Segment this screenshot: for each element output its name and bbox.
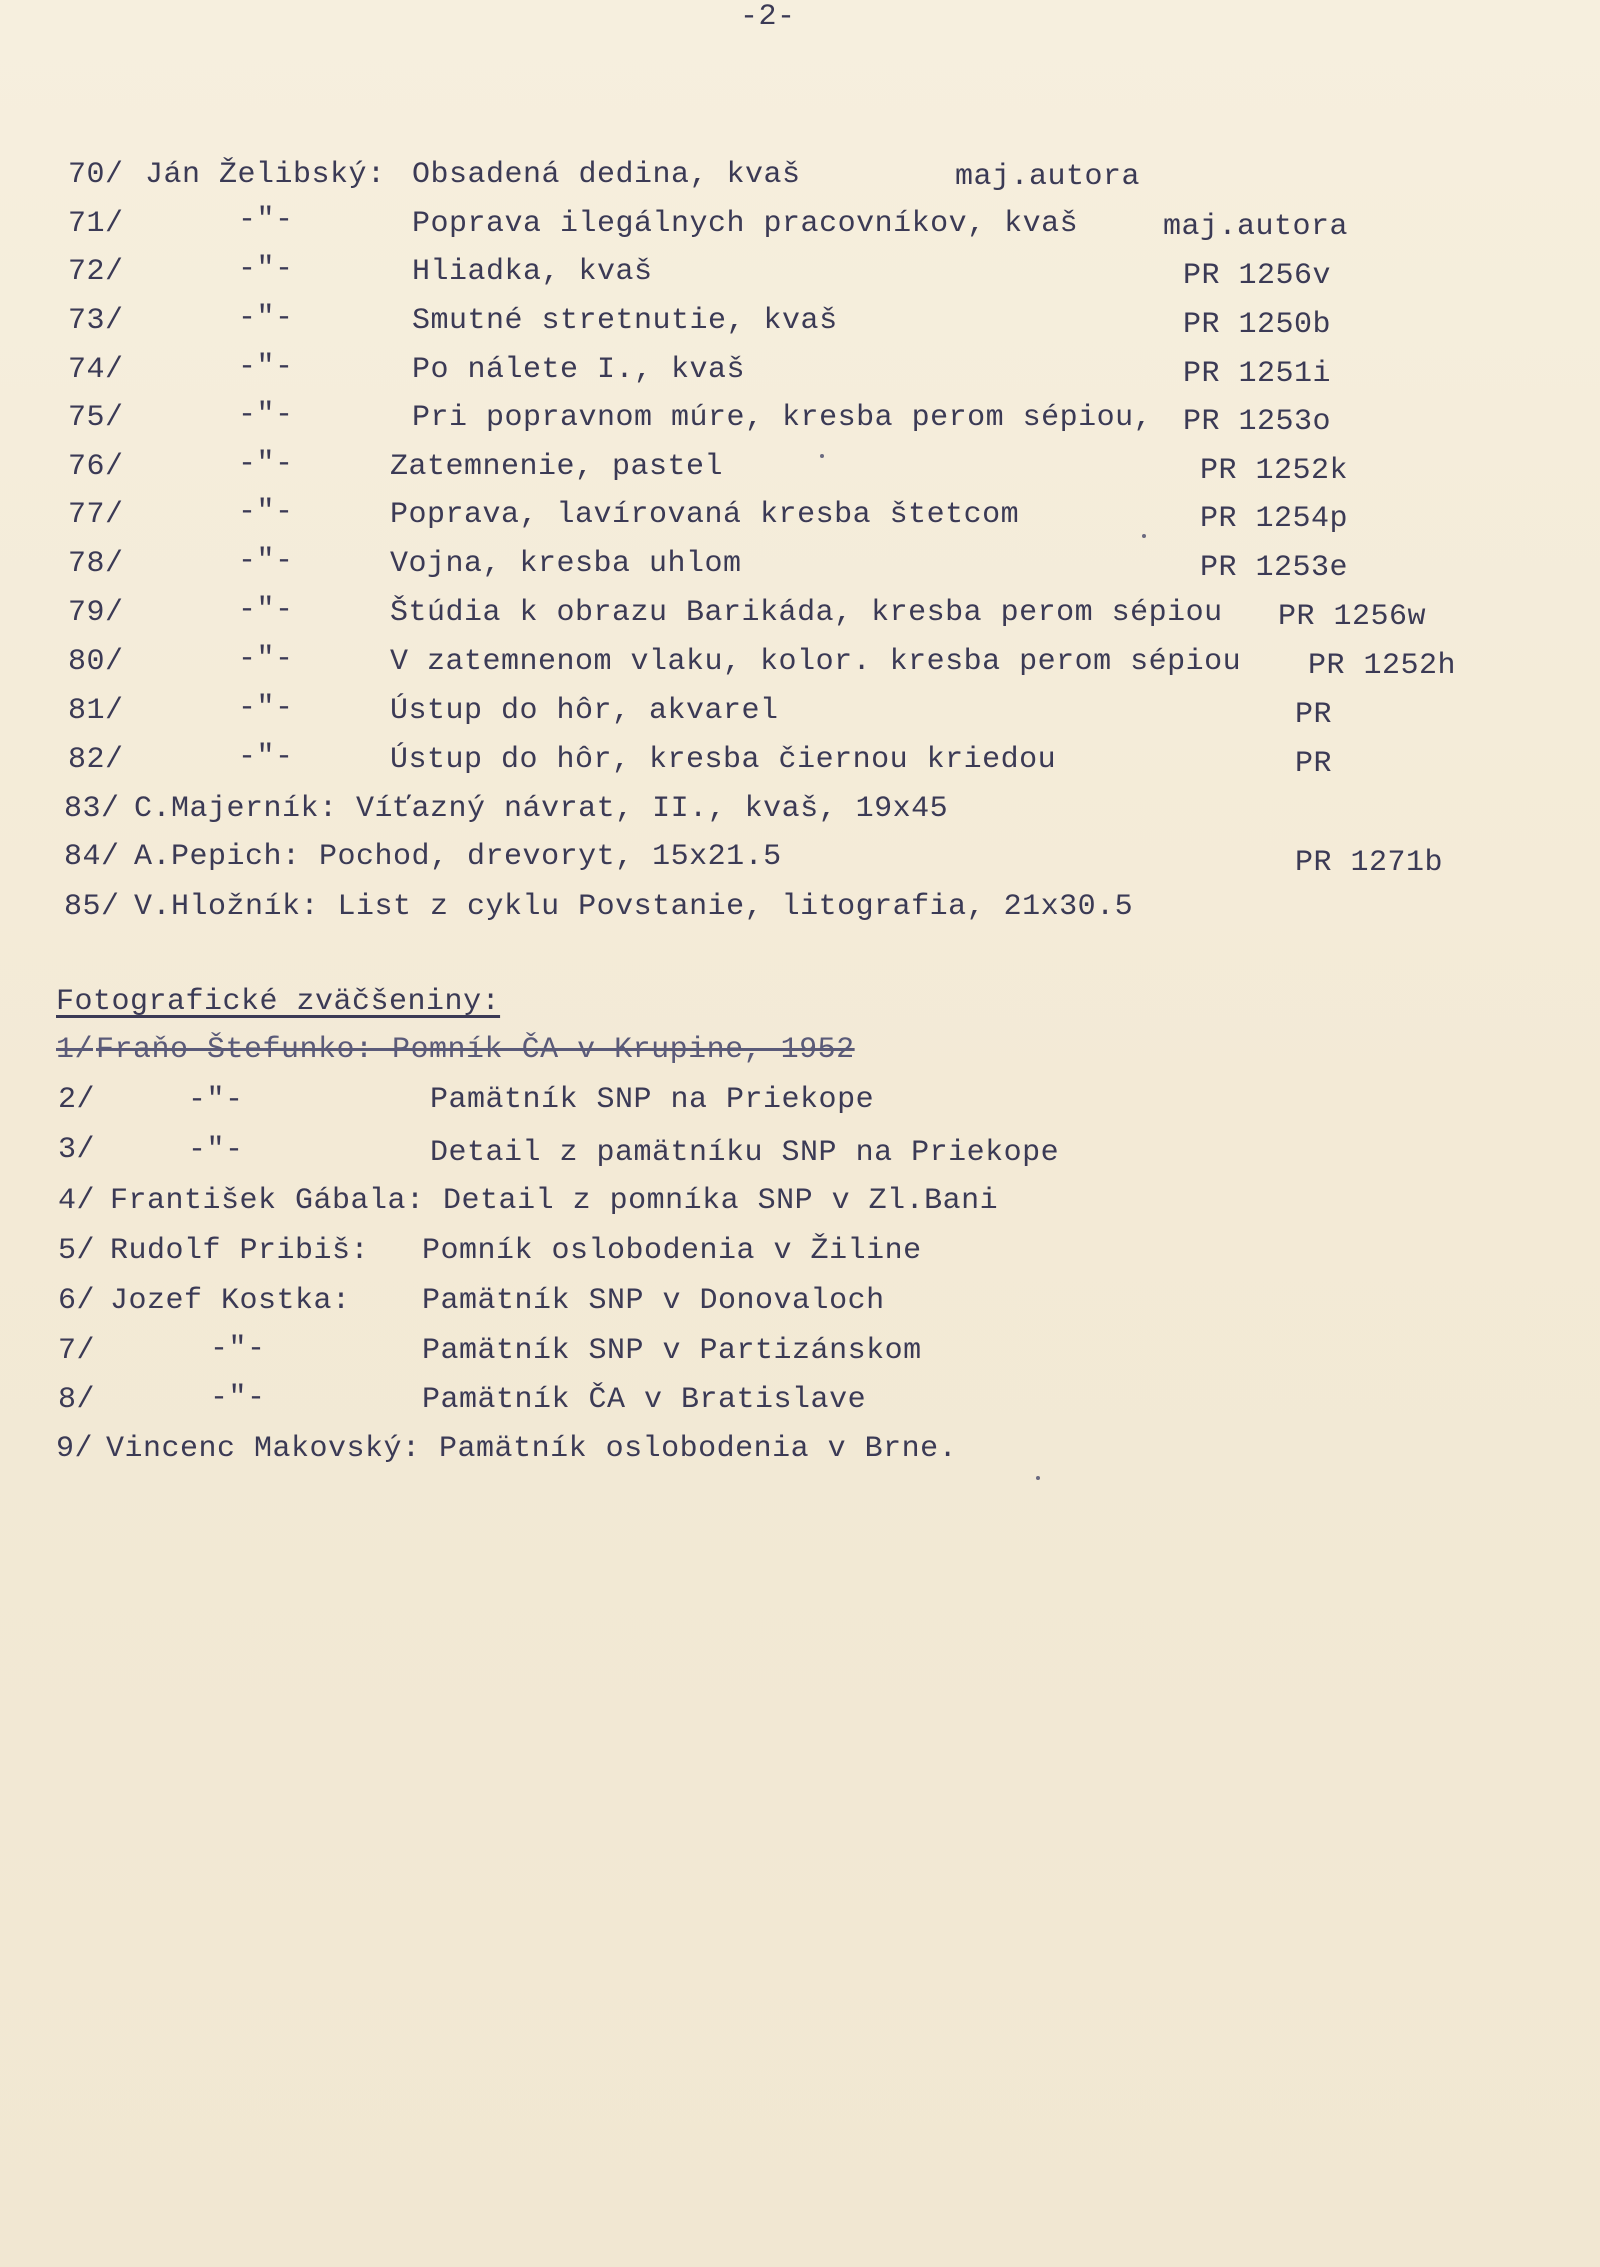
list-item-title: Poprava ilegálnych pracovníkov, kvaš [412, 207, 1079, 241]
photo-item-author: -"- [210, 1332, 266, 1366]
photo-item-author: -"- [188, 1133, 244, 1167]
photo-item-text: František Gábala: Detail z pomníka SNP v Zl.Bani [110, 1184, 999, 1218]
photo-item-text-struck: Fraňo Štefunko: Pomník ČA v Krupine, 1952 [96, 1033, 855, 1067]
list-item-author: -"- [238, 691, 294, 725]
ink-dot [1036, 1476, 1040, 1480]
list-item-title: Ústup do hôr, akvarel [390, 694, 779, 728]
list-item-author: -"- [238, 740, 294, 774]
photo-item-title: Pomník oslobodenia v Žiline [422, 1234, 922, 1268]
list-item-author: -"- [238, 252, 294, 286]
photo-item-number: 3/ [58, 1133, 96, 1167]
photo-item-text: Vincenc Makovský: Pamätník oslobodenia v Brne. [106, 1432, 958, 1466]
list-item-number: 71/ [68, 207, 124, 241]
list-item-title: Hliadka, kvaš [412, 255, 653, 289]
list-item-number: 84/ [64, 840, 120, 874]
photo-item-title: Pamätník SNP v Partizánskom [422, 1334, 922, 1368]
photo-item-number: 2/ [58, 1083, 96, 1117]
list-item-note: PR 1254p [1200, 502, 1349, 536]
list-item-text: V.Hložník: List z cyklu Povstanie, litografia, 21x30.5 [134, 890, 1134, 924]
list-item-note: PR 1252h [1308, 649, 1457, 683]
list-item-author: -"- [238, 350, 294, 384]
list-item-note: PR 1271b [1295, 846, 1444, 880]
list-item-title: Vojna, kresba uhlom [390, 547, 742, 581]
list-item-author: -"- [238, 544, 294, 578]
list-item-author: -"- [238, 593, 294, 627]
list-item-note: PR 1253e [1200, 551, 1349, 585]
list-item-author: -"- [238, 642, 294, 676]
list-item-title: Poprava, lavírovaná kresba štetcom [390, 498, 1020, 532]
list-item-number: 83/ [64, 792, 120, 826]
list-item-number: 77/ [68, 498, 124, 532]
list-item-number: 79/ [68, 596, 124, 630]
list-item-title: V zatemnenom vlaku, kolor. kresba perom sépiou [390, 645, 1242, 679]
photo-item-number: 7/ [58, 1334, 96, 1368]
list-item-author: Ján Želibský: [145, 158, 386, 192]
list-item-number: 75/ [68, 401, 124, 435]
list-item-title: Štúdia k obrazu Barikáda, kresba perom sépiou [390, 596, 1223, 630]
list-item-number: 82/ [68, 743, 124, 777]
list-item-title: Ústup do hôr, kresba čiernou kriedou [390, 743, 1057, 777]
list-item-note: PR 1253o [1183, 405, 1332, 439]
photo-item-number: 1/ [56, 1033, 94, 1067]
list-item-number: 70/ [68, 158, 124, 192]
photo-item-text: Jozef Kostka: [110, 1284, 351, 1318]
photo-item-number: 5/ [58, 1234, 96, 1268]
list-item-title: Pri popravnom múre, kresba perom sépiou, [412, 401, 1153, 435]
photo-item-author: -"- [188, 1083, 244, 1117]
photo-item-title: Pamätník SNP v Donovaloch [422, 1284, 885, 1318]
list-item-number: 80/ [68, 645, 124, 679]
photo-item-number: 6/ [58, 1284, 96, 1318]
list-item-number: 74/ [68, 353, 124, 387]
list-item-title: Po nálete I., kvaš [412, 353, 746, 387]
list-item-note: PR [1295, 698, 1333, 732]
list-item-author: -"- [238, 495, 294, 529]
list-item-title: Obsadená dedina, kvaš [412, 158, 801, 192]
list-item-note: PR 1256w [1278, 600, 1427, 634]
page-number: -2- [740, 0, 796, 34]
list-item-note: maj.autora [955, 160, 1141, 194]
list-item-author: -"- [238, 301, 294, 335]
photo-item-title: Pamätník SNP na Priekope [430, 1083, 875, 1117]
list-item-author: -"- [238, 447, 294, 481]
list-item-title: Smutné stretnutie, kvaš [412, 304, 838, 338]
photo-item-number: 8/ [58, 1383, 96, 1417]
photo-item-title: Pamätník ČA v Bratislave [422, 1383, 867, 1417]
list-item-number: 81/ [68, 694, 124, 728]
section-heading: Fotografické zväčšeniny: [56, 985, 501, 1019]
list-item-note: PR 1251i [1183, 357, 1332, 391]
photo-item-number: 9/ [56, 1432, 94, 1466]
photo-item-text: Rudolf Pribiš: [110, 1234, 370, 1268]
list-item-note: PR 1256v [1183, 259, 1332, 293]
list-item-text: A.Pepich: Pochod, drevoryt, 15x21.5 [134, 840, 782, 874]
list-item-number: 85/ [64, 890, 120, 924]
list-item-note: PR [1295, 747, 1333, 781]
list-item-note: PR 1252k [1200, 454, 1349, 488]
photo-item-title: Detail z pamätníku SNP na Priekope [430, 1136, 1060, 1170]
list-item-number: 72/ [68, 255, 124, 289]
ink-dot [1142, 534, 1146, 538]
list-item-author: -"- [238, 203, 294, 237]
list-item-author: -"- [238, 398, 294, 432]
photo-item-number: 4/ [58, 1184, 96, 1218]
list-item-text: C.Majerník: Víťazný návrat, II., kvaš, 19x45 [134, 792, 949, 826]
list-item-number: 73/ [68, 304, 124, 338]
list-item-title: Zatemnenie, pastel [390, 450, 724, 484]
ink-dot [820, 454, 824, 458]
list-item-note: maj.autora [1163, 210, 1349, 244]
list-item-number: 78/ [68, 547, 124, 581]
photo-item-author: -"- [210, 1381, 266, 1415]
list-item-number: 76/ [68, 450, 124, 484]
list-item-note: PR 1250b [1183, 308, 1332, 342]
